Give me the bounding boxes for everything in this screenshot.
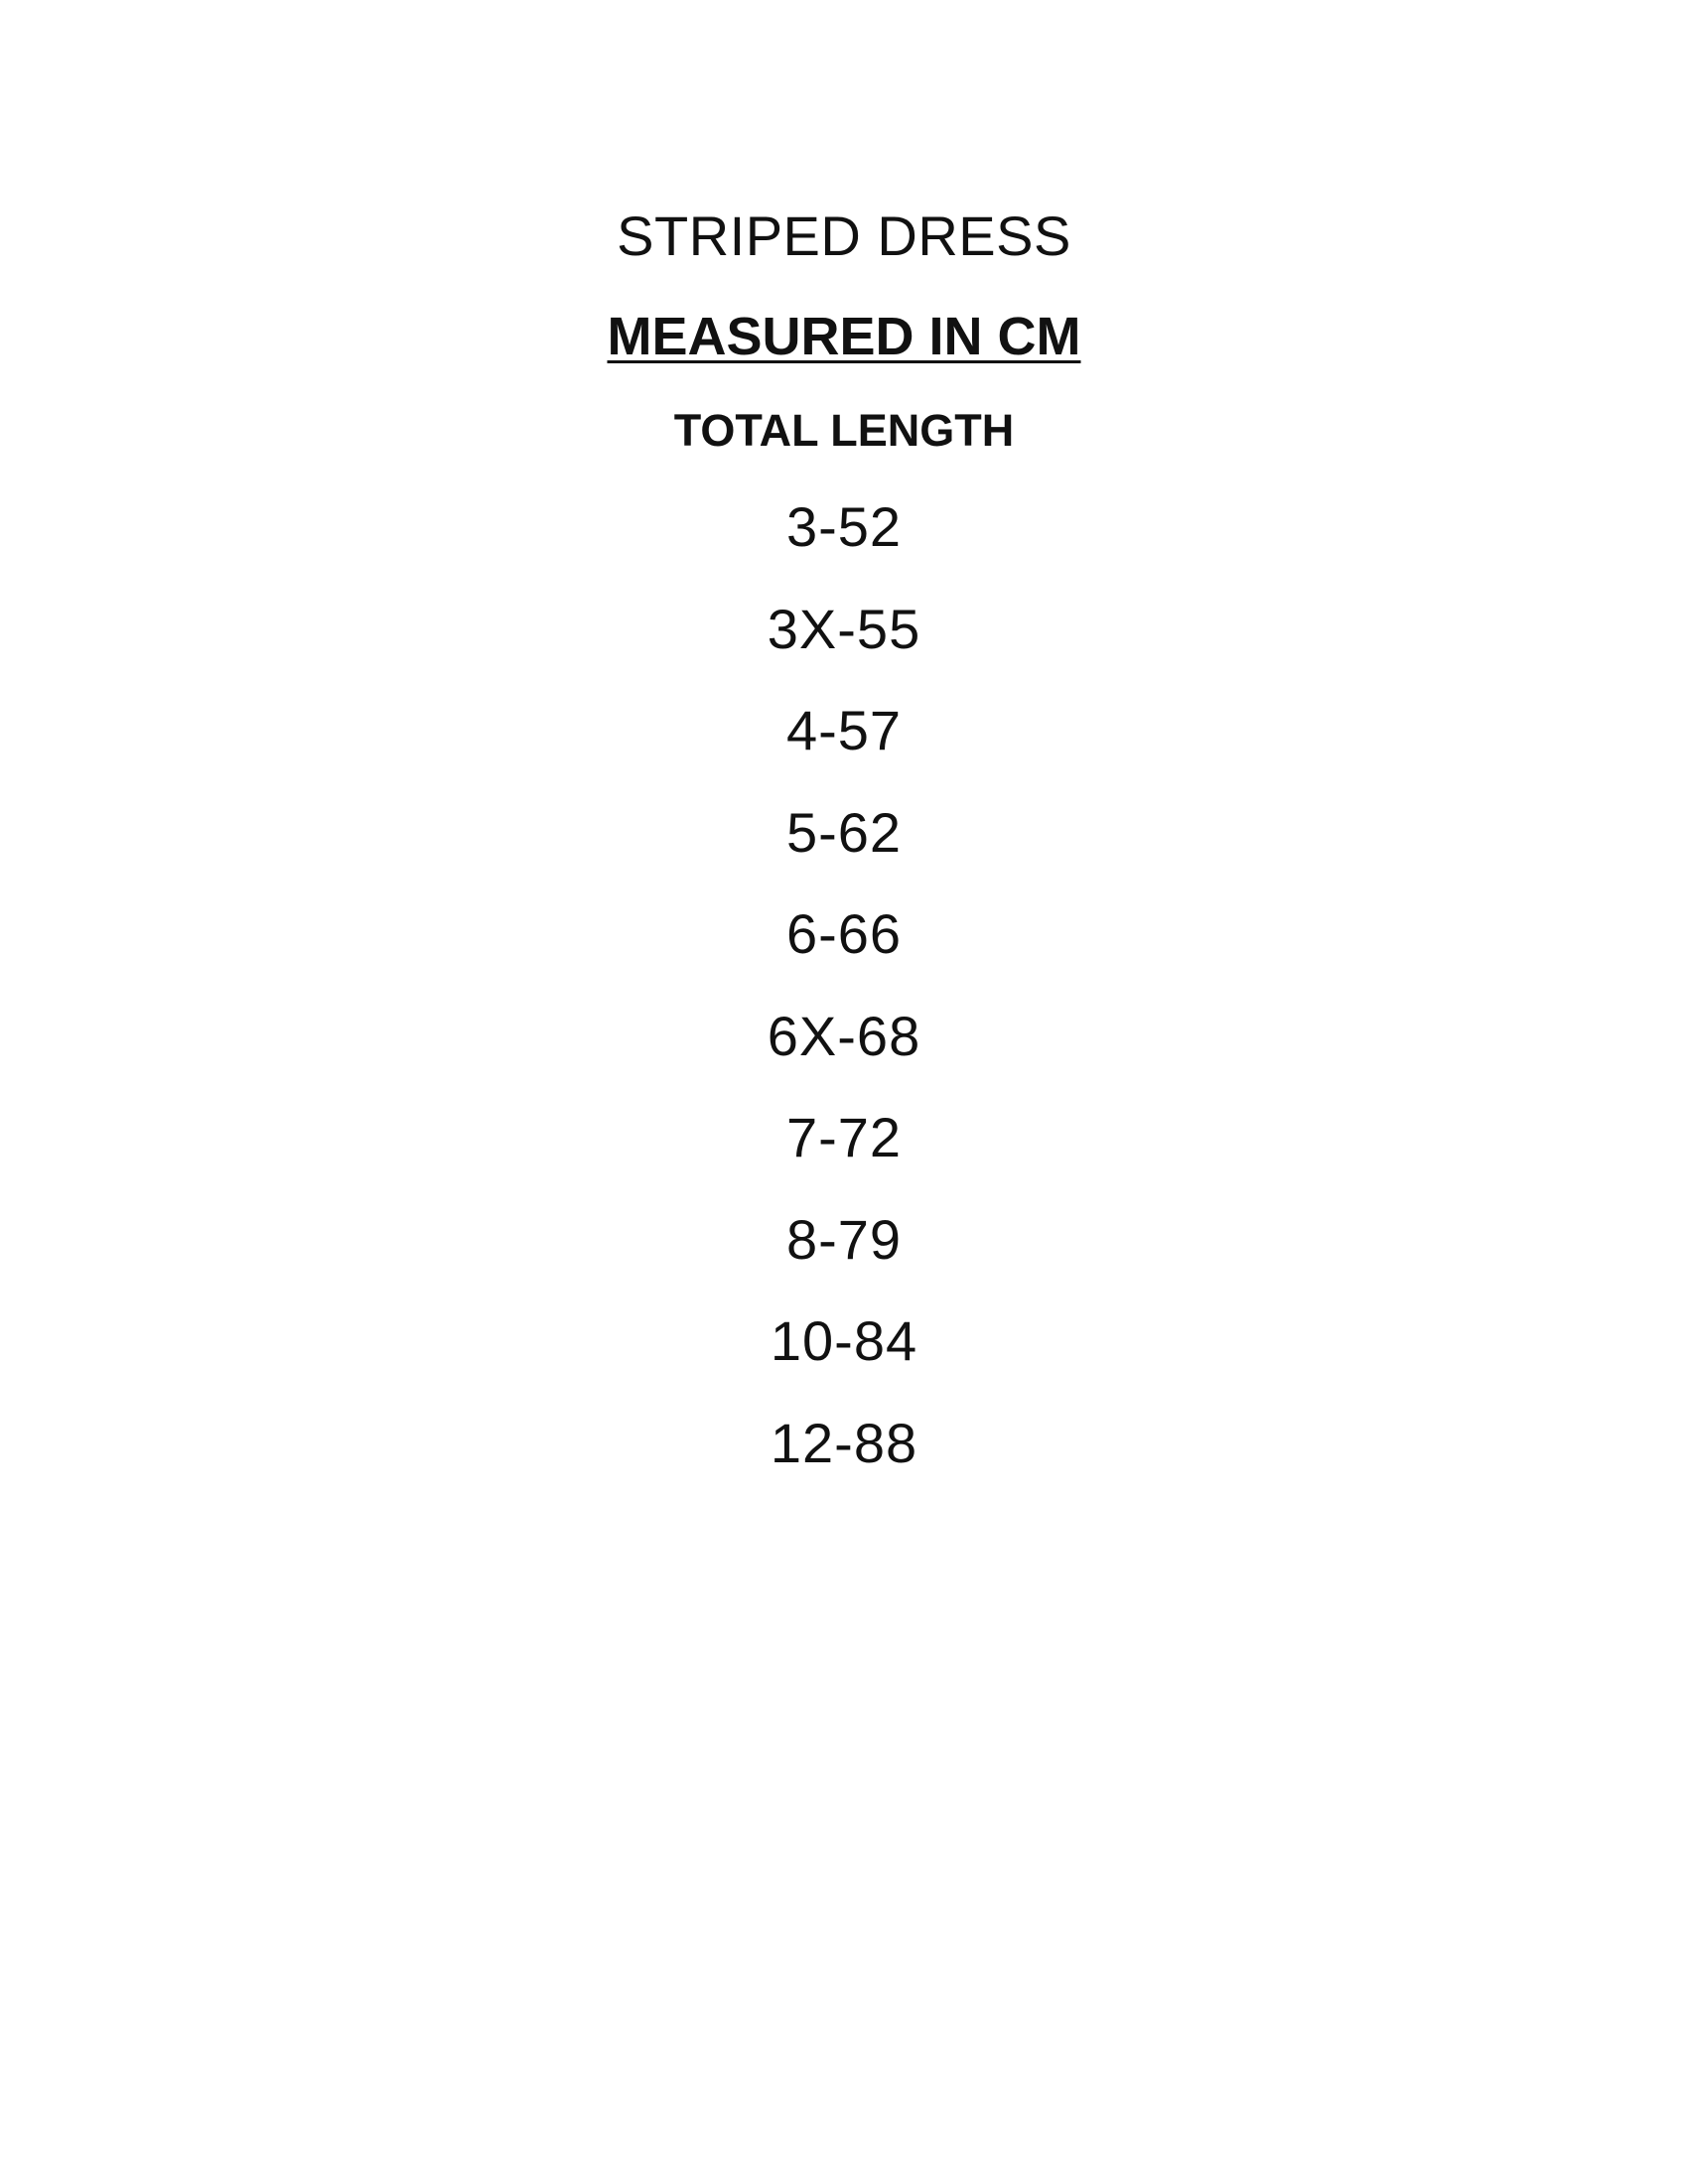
size-length-list bbox=[0, 496, 1688, 1514]
size-length-item: 10-84 bbox=[770, 1309, 918, 1372]
measurement-unit-text: MEASURED IN CM bbox=[607, 307, 1081, 366]
document-title: STRIPED DRESS bbox=[617, 205, 1071, 267]
size-length-item: 8-79 bbox=[785, 1207, 903, 1271]
measurement-unit-heading bbox=[0, 304, 1688, 369]
size-length-item: 6X-68 bbox=[767, 1004, 921, 1067]
size-length-item: 5-62 bbox=[785, 800, 903, 864]
size-length-item: 6-66 bbox=[785, 902, 903, 965]
size-length-item: 3-52 bbox=[785, 495, 903, 558]
size-length-item: 4-57 bbox=[785, 699, 903, 761]
size-length-item: 12-88 bbox=[770, 1411, 918, 1474]
size-length-item: 7-72 bbox=[785, 1106, 903, 1168]
total-length-heading: TOTAL LENGTH bbox=[673, 405, 1015, 456]
size-length-item: 3X-55 bbox=[767, 597, 921, 660]
